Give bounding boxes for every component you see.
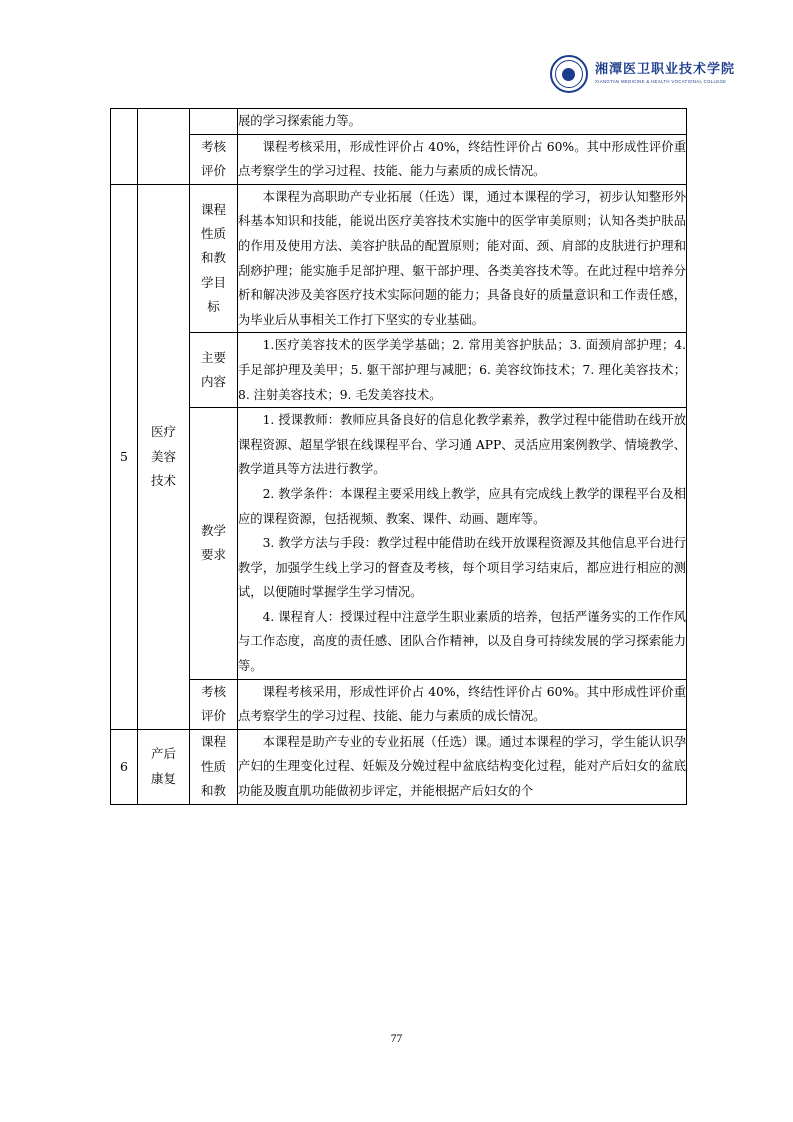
paragraph: 4. 课程育人：授课过程中注意学生职业素质的培养，包括严谨务实的工作作风与工作态度，高度的责任感、团队合作精神，以及自身可持续发展的学习探索能力等。: [238, 609, 686, 674]
college-logo: [550, 55, 735, 93]
table-row: [111, 109, 687, 135]
course-name-line: 康复: [150, 770, 176, 786]
label-line: 考核: [200, 683, 226, 699]
table-row: [111, 184, 687, 333]
row-label-cell: [190, 109, 238, 135]
course-name-line: 美容: [150, 448, 176, 464]
paragraph: 1. 授课教师：教师应具备良好的信息化教学素养，教学过程中能借助在线开放课程资源、超星学银在线课程平台、学习通 APP、灵活应用案例教学、情境教学、教学道具等方法进行教学。: [238, 413, 686, 477]
paragraph: 课程考核采用，形成性评价占 40%，终结性评价占 60%。其中形成性评价重点考察学生的学习过程、技能、能力与素质的成长情况。: [238, 139, 686, 179]
label-line: 和教: [200, 782, 226, 798]
label-line: 评价: [200, 708, 226, 724]
paragraph: 3. 教学方法与手段：教学过程中能借助在线开放课程资源及其他信息平台进行教学，加强学生线上学习的督查及考核，每个项目学习结束后，都应进行相应的测试，以便随时掌握学生学习情况。: [238, 536, 686, 600]
table-row: [111, 729, 687, 804]
row-content-cell: [238, 729, 687, 804]
logo-english-name: XIANGTAN MEDICINE & HEALTH VOCATIONAL COLLEGE: [594, 79, 727, 84]
paragraph: 展的学习探索能力等。: [238, 114, 361, 128]
row-content-cell: [238, 184, 687, 333]
row-number-cell: 5: [111, 184, 138, 729]
table-row: [111, 679, 687, 729]
paragraph: 课程考核采用，形成性评价占 40%，终结性评价占 60%。其中形成性评价重点考察学生的学习过程、技能、能力与素质的成长情况。: [238, 684, 686, 724]
label-line: 教学: [200, 523, 226, 539]
row-content-cell: [238, 333, 687, 408]
label-line: 课程: [200, 201, 226, 217]
table-row: [111, 134, 687, 184]
label-line: 考核: [200, 138, 226, 154]
label-line: 主要: [200, 349, 226, 365]
course-name-cell: [138, 184, 190, 729]
label-line: 标: [207, 299, 220, 315]
row-label-cell: [190, 184, 238, 333]
row-content-cell: [238, 408, 687, 680]
row-content-cell: [238, 679, 687, 729]
label-line: 内容: [200, 374, 226, 390]
table-row: [111, 408, 687, 680]
course-name-line: 技术: [150, 473, 176, 488]
page-number: 77: [390, 1033, 403, 1045]
paragraph: 2. 教学条件：本课程主要采用线上教学，应具有完成线上教学的课程平台及相应的课程资源，包括视频、教案、课件、动画、题库等。: [238, 486, 686, 526]
row-number-cell: 6: [111, 729, 138, 804]
table-row: [111, 333, 687, 408]
row-label-cell: [190, 679, 238, 729]
course-name-cell: [138, 109, 190, 185]
label-line: 性质: [200, 758, 226, 774]
paragraph: 本课程是助产专业的专业拓展（任选）课。通过本课程的学习，学生能认识孕产妇的生理变化过程、妊娠及分娩过程中盆底结构变化过程，能对产后妇女的盆底功能及腹直肌功能做初步评定，并能根据产后妇女的个: [238, 734, 686, 799]
course-name-line: 医疗: [150, 424, 176, 440]
row-number-cell: [111, 109, 138, 185]
label-line: 课程: [200, 734, 226, 750]
logo-text-block: [595, 63, 735, 85]
course-name-cell: [138, 729, 190, 804]
row-label-cell: [190, 134, 238, 184]
row-label-cell: [190, 333, 238, 408]
paragraph: 本课程为高职助产专业拓展（任选）课，通过本课程的学习，初步认知整形外科基本知识和技能，能说出医疗美容技术实施中的医学审美原则；认知各类护肤品的作用及使用方法、美容护肤品的配置原则；能对面、颈、肩部的皮肤进行护理和刮痧护理；能实施手足部护理、躯干部护理、各类美容技术等。在此过程中培养分析和解决涉及美容医疗技术实际问题的能力；具备良好的质量意识和工作责任感，为毕业后从事相关工作打下坚实的专业基础。: [238, 189, 686, 327]
row-content-cell: [238, 134, 687, 184]
label-line: 要求: [200, 547, 226, 563]
logo-chinese-name: 湘潭医卫职业技术学院: [594, 62, 735, 78]
label-line: 和教: [200, 250, 226, 266]
row-label-cell: [190, 408, 238, 680]
label-line: 性质: [200, 226, 226, 241]
course-name-line: 产后: [150, 746, 176, 762]
paragraph: 1.医疗美容技术的医学美学基础；2. 常用美容护肤品；3. 面颈肩部护理；4. 手足部护理及美甲；5. 躯干部护理与减肥；6. 美容纹饰技术；7. 理化美容技术；8. 注射美容技术；9. 毛发美容技术。: [238, 338, 686, 402]
label-line: 学目: [200, 274, 226, 290]
label-line: 评价: [200, 163, 226, 179]
row-content-cell: [238, 109, 687, 135]
college-seal-icon: [550, 55, 588, 93]
row-label-cell: [190, 729, 238, 804]
course-outline-table: [110, 108, 687, 805]
